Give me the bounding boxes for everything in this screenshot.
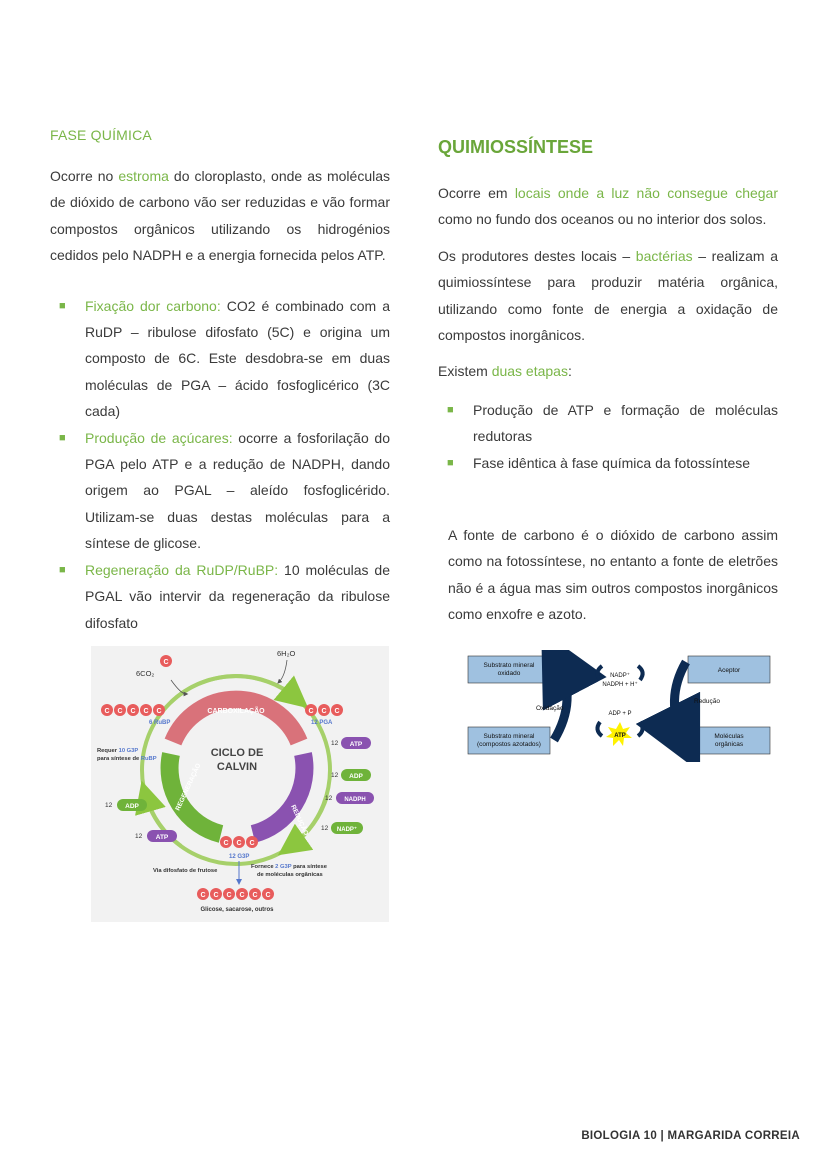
oxidacao-label: Oxidação [536, 705, 564, 712]
svg-text:C: C [249, 840, 255, 847]
bullet-icon: ■ [59, 431, 66, 444]
nadph-label: NADPH + H⁺ [602, 682, 638, 688]
atp-arrow-left [597, 722, 602, 736]
svg-text:C: C [223, 840, 229, 847]
svg-text:C: C [130, 708, 136, 715]
list-item: ■ Regeneração da RuDP/RuBP: 10 moléculas de PGAL vão intervir da regeneração da ribulose difosfato [50, 557, 390, 636]
cycle-title-line1: CICLO DE [210, 747, 264, 759]
page-footer: BIOLOGIA 10 | MARGARIDA CORREIA [581, 1130, 800, 1142]
svg-text:C: C [156, 708, 162, 715]
requer-label-2: para síntese de RuBP [97, 756, 157, 762]
svg-text:NADPH: NADPH [344, 797, 366, 803]
svg-text:C: C [143, 708, 149, 715]
h2o-arrow [279, 660, 287, 682]
svg-text:ADP: ADP [125, 803, 139, 810]
right-column [438, 120, 778, 628]
svg-text:oxidado: oxidado [497, 670, 521, 677]
svg-text:C: C [265, 892, 271, 899]
svg-text:ADP: ADP [349, 773, 363, 780]
list-item: ■ Produção de açúcares: ocorre a fosforilação do PGA pelo ATP e a redução de NADPH, dando origem ao PGAL – aleído fosfoglicérido. Utilizam-se duas destas moléculas para a síntese de glicose. [50, 425, 390, 557]
fornece-label: Fornece 2 G3P para síntese [251, 864, 327, 870]
svg-text:C: C [104, 708, 110, 715]
svg-text:C: C [200, 892, 206, 899]
co2-label: 6CO₂ [136, 669, 155, 678]
bullet-icon: ■ [59, 563, 66, 576]
reduction-arrow [674, 662, 686, 740]
nadp-arrow-left [597, 666, 602, 680]
calvin-cycle-diagram [91, 646, 389, 922]
fase-quimica-heading: FASE QUÍMICA [50, 127, 152, 143]
nadp-arrow-right [638, 666, 643, 680]
atp-arrow-right [638, 722, 643, 736]
svg-text:C: C [236, 840, 242, 847]
quimiossintese-p2: Os produtores destes locais – bactérias – realizam a quimiossíntese para produzir matéria orgânica, utilizando como fonte de energia a oxidação de compostos inorgânicos. [438, 247, 778, 344]
svg-text:C: C [308, 708, 314, 715]
pga-label: 12 PGA [311, 720, 333, 726]
svg-text:ATP: ATP [155, 834, 169, 841]
svg-text:12: 12 [331, 740, 339, 747]
bullet-icon: ■ [447, 403, 454, 416]
oxidation-arrow [554, 662, 567, 740]
adp-label: ADP + P [608, 711, 632, 717]
quimiossintese-heading: QUIMIOSSÍNTESE [438, 137, 594, 157]
svg-text:Substrato mineral: Substrato mineral [483, 662, 535, 669]
svg-text:C: C [163, 659, 169, 666]
svg-text:C: C [226, 892, 232, 899]
svg-text:NADP⁺: NADP⁺ [336, 827, 358, 833]
requer-label: Requer 10 G3P [97, 748, 139, 754]
svg-text:C: C [321, 708, 327, 715]
svg-text:orgânicas: orgânicas [714, 741, 744, 748]
svg-text:C: C [117, 708, 123, 715]
svg-text:12: 12 [331, 772, 339, 779]
carboxylation-label: CARBOXILAÇÃO [207, 708, 265, 715]
svg-text:C: C [252, 892, 258, 899]
atp-label: ATP [614, 733, 626, 739]
cycle-title-line2: CALVIN [216, 761, 258, 773]
list-item: ■ Fase idêntica à fase química da fotossíntese [438, 450, 778, 476]
bullet-icon: ■ [59, 299, 66, 312]
fase-quimica-list [50, 293, 390, 636]
rubp-label: 6 RuBP [149, 720, 171, 726]
svg-text:Substrato mineral: Substrato mineral [483, 733, 535, 740]
reducao-label: Redução [694, 698, 721, 705]
chemosynthesis-diagram [466, 650, 776, 762]
svg-text:12: 12 [135, 833, 143, 840]
regeneration-label: REGENERAÇÃO [174, 762, 203, 812]
h2o-label: 6H₂O [277, 649, 296, 658]
svg-text:(compostos azotados): (compostos azotados) [477, 741, 541, 748]
svg-text:Moléculas: Moléculas [714, 733, 744, 740]
quimiossintese-p1: Ocorre em locais onde a luz não consegue chegar como no fundo dos oceanos ou no interior dos solos. [438, 185, 779, 228]
etapas-list [438, 397, 778, 476]
svg-text:C: C [213, 892, 219, 899]
svg-text:C: C [334, 708, 340, 715]
left-column [50, 120, 390, 636]
svg-text:12: 12 [325, 795, 333, 802]
via-label: Via difosfato de frutose [153, 868, 218, 874]
list-item: ■ Fixação dor carbono: CO2 é combinado com a RuDP – ribulose difosfato (5C) e origina um composto de 6C. Este desdobra-se em duas moléculas de PGA – ácido fosfoglicérico (3C cada) [50, 293, 390, 425]
carboxylation-arc [173, 700, 299, 742]
fase-quimica-intro: Ocorre no estroma do cloroplasto, onde as moléculas de dióxido de carbono vão ser reduzidas e vão formar compostos orgânicos utilizando os hidrogénios cedidos pelo NADPH e a energia fornecida pelos ATP. [50, 168, 390, 264]
reduction-label: REDUÇÃO [289, 803, 310, 837]
svg-text:C: C [239, 892, 245, 899]
list-item: ■ Produção de ATP e formação de moléculas redutoras [438, 397, 778, 450]
glucose-molecule [197, 888, 274, 900]
svg-text:Aceptor: Aceptor [717, 667, 741, 674]
svg-text:12: 12 [105, 802, 113, 809]
quimiossintese-p3: Existem duas etapas: [438, 363, 572, 380]
fornece-label-2: de moléculas orgânicas [257, 872, 323, 878]
quimiossintese-p4: A fonte de carbono é o dióxido de carbono assim como na fotossíntese, no entanto a fonte de eletrões não é a água mas sim outros compostos inorgânicos como enxofre e azoto. [448, 527, 778, 623]
nadp-label: NADP⁺ [610, 673, 630, 679]
svg-text:ATP: ATP [349, 741, 363, 748]
g3p-label: 12 G3P [229, 854, 250, 860]
svg-text:12: 12 [321, 825, 329, 832]
glucose-label: Glicose, sacarose, outros [200, 907, 274, 913]
bullet-icon: ■ [447, 456, 454, 469]
